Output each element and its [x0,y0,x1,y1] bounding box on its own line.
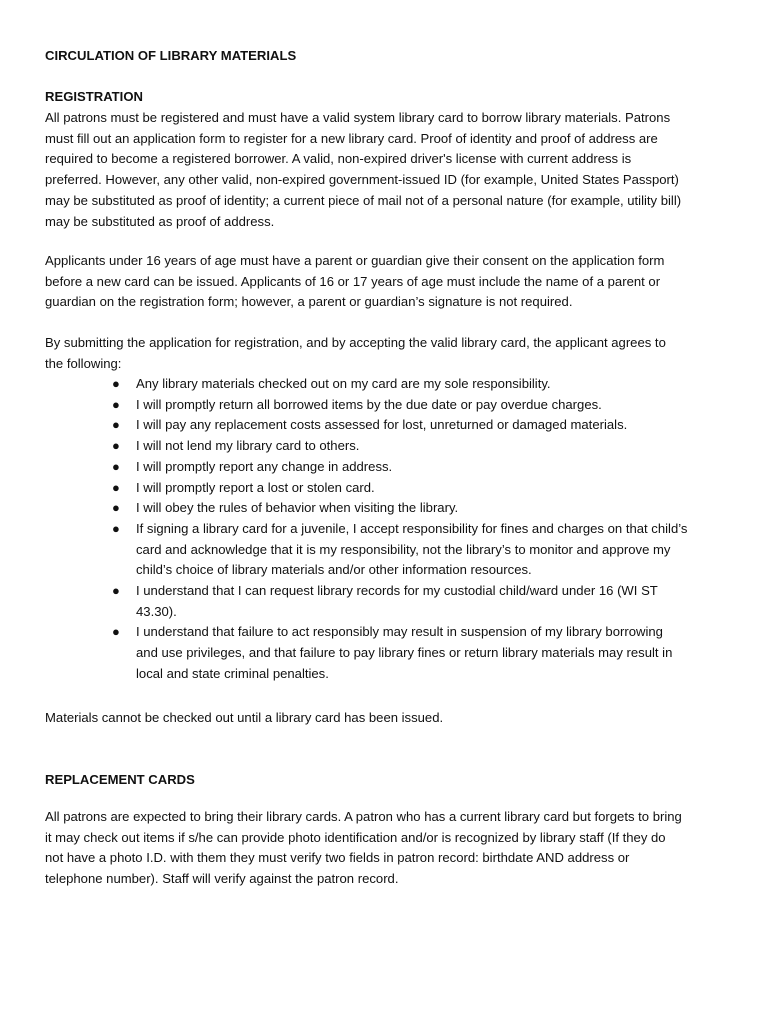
list-item [108,478,688,499]
list-item-text: I understand that failure to act responsibly may result in suspension of my library borrowing and use privileges, and that failure to pay library fines or return library materials may result in local and state criminal penalties. [136,624,673,681]
bullet-icon: ● [112,500,120,516]
list-item-text: I will promptly report any change in address. [136,458,393,474]
bullet-icon: ● [112,583,120,599]
replacement-heading: REPLACEMENT CARDS [45,772,195,787]
agreement-list [108,374,688,685]
bullet-icon: ● [112,376,120,391]
list-item-text: I will not lend my library card to others. [136,438,360,454]
registration-paragraph-2: Applicants under 16 years of age must have a parent or guardian give their consent on the application form before a new card can be issued. Applicants of 16 or 17 years of age must include the name of a parent or guardian on the registration form; however, a parent or guardian’s signature is not required. [45,253,665,310]
list-item-text: Any library materials checked out on my card are my sole responsibility. [136,376,551,391]
list-item [108,581,688,622]
list-item-text: I will obey the rules of behavior when visiting the library. [136,500,459,516]
registration-paragraph-4: Materials cannot be checked out until a library card has been issued. [45,710,444,725]
list-item [108,519,688,581]
bullet-icon: ● [112,438,120,454]
list-item-text: If signing a library card for a juvenile, I accept responsibility for fines and charges on that child’s card and acknowledge that it is my responsibility, not the library’s to monitor and approve my child’s choice of library materials and/or other information resources. [136,520,688,578]
document-title: CIRCULATION OF LIBRARY MATERIALS [45,48,297,63]
list-item-text: I will pay any replacement costs assessed for lost, unreturned or damaged materials. [136,417,628,433]
bullet-icon: ● [112,396,120,412]
list-item [108,415,688,436]
list-item [108,498,688,519]
registration-paragraph-1: All patrons must be registered and must have a valid system library card to borrow library materials. Patrons must fill out an application form to register for a new library card. Proof of identity and proof of address are required to become a registered borrower. A valid, non-expired driver's license with current address is preferred. However, any other valid, non-expired government-issued ID (for example, United States Passport) may be substituted as proof of identity; a current piece of mail not of a personal nature (for example, utility bill) may be substituted as proof of address. [45,110,682,229]
list-item [108,457,688,478]
replacement-paragraph-1: All patrons are expected to bring their library cards. A patron who has a current library card but forgets to bring it may check out items if s/he can provide photo identification and/or is recognized by library staff (If they do not have a photo I.D. with them they must verify two fields in patron record: birthdate AND address or telephone number). Staff will verify against the patron record. [45,809,682,887]
list-item [108,395,688,416]
list-item-text: I will promptly return all borrowed items by the due date or pay overdue charges. [136,396,602,412]
bullet-icon: ● [112,624,120,640]
list-item-text: I understand that I can request library records for my custodial child/ward under 16 (WI ST 43.30). [136,583,658,619]
list-item [108,436,688,457]
bullet-icon: ● [112,479,120,495]
list-item-text: I will promptly report a lost or stolen card. [136,479,375,495]
bullet-icon: ● [112,458,120,474]
list-item [108,374,688,395]
list-item [108,622,688,684]
bullet-icon: ● [112,417,120,433]
registration-paragraph-3: By submitting the application for registration, and by accepting the valid library card, the applicant agrees to the following: [45,335,666,371]
bullet-icon: ● [112,520,120,536]
registration-heading: REGISTRATION [45,89,143,104]
